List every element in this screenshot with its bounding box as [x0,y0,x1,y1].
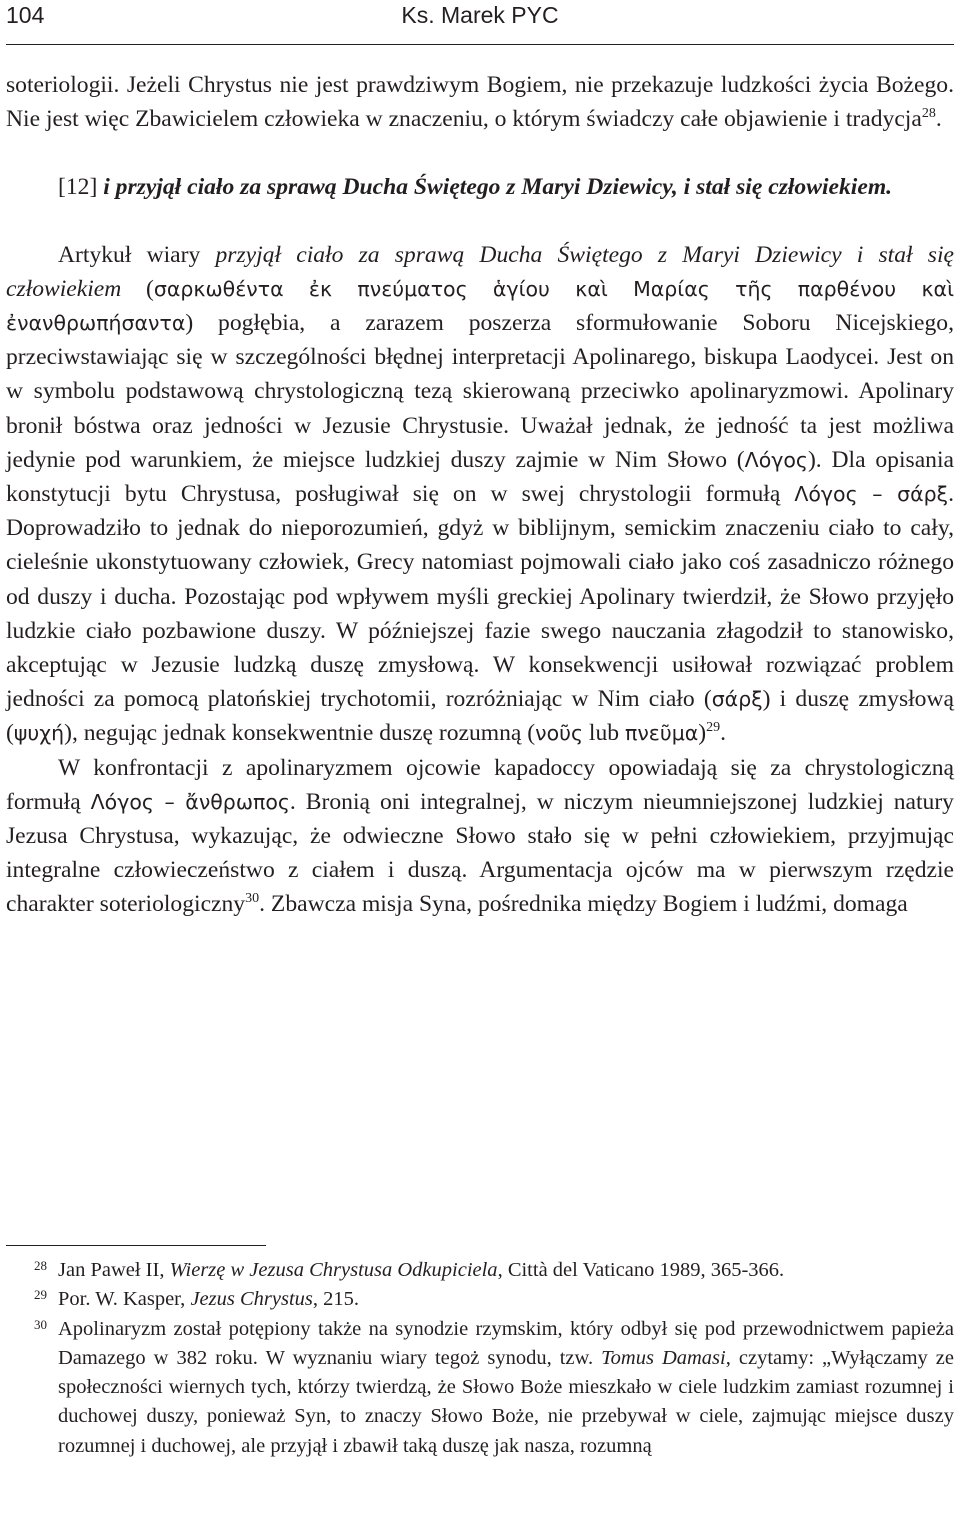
footnotes [6,1245,954,1461]
footnote-number: 29 [34,1287,47,1303]
greek-text: Λόγος – ἄνθρωπος [90,789,290,814]
creed-quote: przyjął ciało za sprawą Ducha Świętego z Maryi Dziewicy i stał się człowiekiem [6,241,954,302]
greek-text: σάρξ [711,687,763,712]
section-heading [6,170,954,204]
footnote-number: 28 [34,1258,47,1273]
paragraph-text: soteriologii. Jeżeli Chrystus nie jest prawdziwym Bogiem, nie przekazuje ludzkości życia Bożego. Nie jest więc Zbawicielem człowieka w znaczeniu, o którym świadczy całe objawienie i tradycja [6,72,954,133]
greek-text: Λόγος [744,447,808,472]
main-text [6,68,954,922]
running-title: Ks. Marek PYC [401,2,559,28]
paragraph-konfrontacja: W konfrontacji z apolinaryzmem ojcowie kapadoccy opowiadają się za chrystologiczną formułą Λόγος – ἄνθρωπος. Bronią oni integralnej, w niczym nieumniejszonej ludzkiej natury Jezusa Chrystusa, wykazując, że odwieczne Słowo stało się w pełni człowiekiem, przyjmując integralne człowieczeństwo z ciałem i duszą. Argumentacja ojców ma w pierwszym rzędzie charakter soteriologiczny$^{30}$. Zbawcza misja Syna, pośrednika między Bogiem i ludźmi, domaga [6,754,954,918]
greek-text: πνεῦμα [624,721,699,746]
footnote-ref-30: 30 [245,891,260,907]
paragraph-continued: soteriologii. Jeżeli Chrystus nie jest prawdziwym Bogiem, nie przekazuje ludzkości życia Bożego. Nie jest więc Zbawicielem człowieka w znaczeniu, o którym świadczy całe objawienie i tradycja$^{28}$. [6,72,954,133]
running-header [6,0,954,45]
greek-text: σαρκωθέντα ἐκ πνεύματος ἁγίου καὶ Μαρίας τῆς παρθένου καὶ ἐνανθρωπήσαντα [6,276,955,336]
greek-text: νοῦς [535,721,584,746]
footnote-30: 30 Apolinaryzm został potępiony także na synodzie rzymskim, który odbył się pod przewodnictwem papieża Damazego w 382 roku. W wyznaniu wiary tegoż synodu, tzw. Tomus Damasi, czytamy: „Wyłączamy ze społeczności wiernych tych, którzy twierdzą, że Słowo Boże mieszkało w ciele ludzkim zamiast rozumnej i duchowej duszy, ponieważ Syn, to znaczy Słowo Boże, nie przebywał w ciele, zajmując miejsce duszy rozumnej i duchowej, ale przyjął i zbawił taką duszę jak nasza, rozumną [34,1316,954,1457]
paragraph-artykul: Artykuł wiary przyjął ciało za sprawą Ducha Świętego z Maryi Dziewicy i stał się człowiekiem (σαρκωθέντα ἐκ πνεύματος ἁγίου καὶ Μαρίας τῆς παρθένου καὶ ἐνανθρωπήσαντα) pogłębia, a zarazem poszerza sformułowanie Soboru Nicejskiego, przeciwstawiając się w szczególności błędnej interpretacji Apolinarego, biskupa Laodycei. Jest on w symbolu podstawową chrystologiczną tezą skierowaną przeciwko apolinaryzmowi. Apolinary bronił bóstwa oraz jedności w Jezusie Chrystusie. Uważał jednak, że jedność ta jest możliwa jedynie pod warunkiem, że miejsce ludzkiej duszy zajmie w Nim Słowo (Λόγος). Dla opisania konstytucji bytu Chrystusa, posługiwał się on w swej chrystologii formułą Λόγος – σάρξ. Doprowadziło to jednak do nieporozumień, gdyż w biblijnym, semickim znaczeniu ciało to cały, cieleśnie ukonstytuowany człowiek, Grecy natomiast pojmowali ciało jako coś zasadniczo różnego od duszy i ducha. Pozostając pod wpływem myśli greckiej Apolinary twierdził, że Słowo przyjęło ludzkie ciało pozbawione duszy. W późniejszej fazie swego nauczania złagodził to stanowisko, akceptując w Jezusie ludzką duszę zmysłową. W konsekwencji usiłował rozwiązać problem jedności za pomocą platońskiej trychotomii, rozróżniając w Nim ciało (σάρξ) i duszę zmysłową (ψυχή), negując jednak konsekwentnie duszę rozumną (νοῦς lub πνεῦμα)$^{29}$. [6,241,955,747]
greek-text: Λόγος – σάρξ [794,482,949,507]
page-number: 104 [6,2,45,28]
section-title: i przyjął ciało za sprawą Ducha Świętego z Maryi Dziewicy, i stał się człowiekiem. [103,174,893,201]
footnote-divider [6,1245,266,1246]
footnote-ref-29: 29 [706,720,721,736]
footnote-ref-28: 28 [921,106,936,122]
footnote-28: 28 Jan Paweł II, Wierzę w Jezusa Chrystusa Odkupiciela, Città del Vaticano 1989, 365-366. [34,1258,785,1281]
section-number: [12] [58,174,98,201]
greek-text: ψυχή [13,721,65,746]
footnote-number: 30 [34,1316,47,1332]
footnote-29: 29 Por. W. Kasper, Jezus Chrystus, 215. [34,1287,359,1311]
